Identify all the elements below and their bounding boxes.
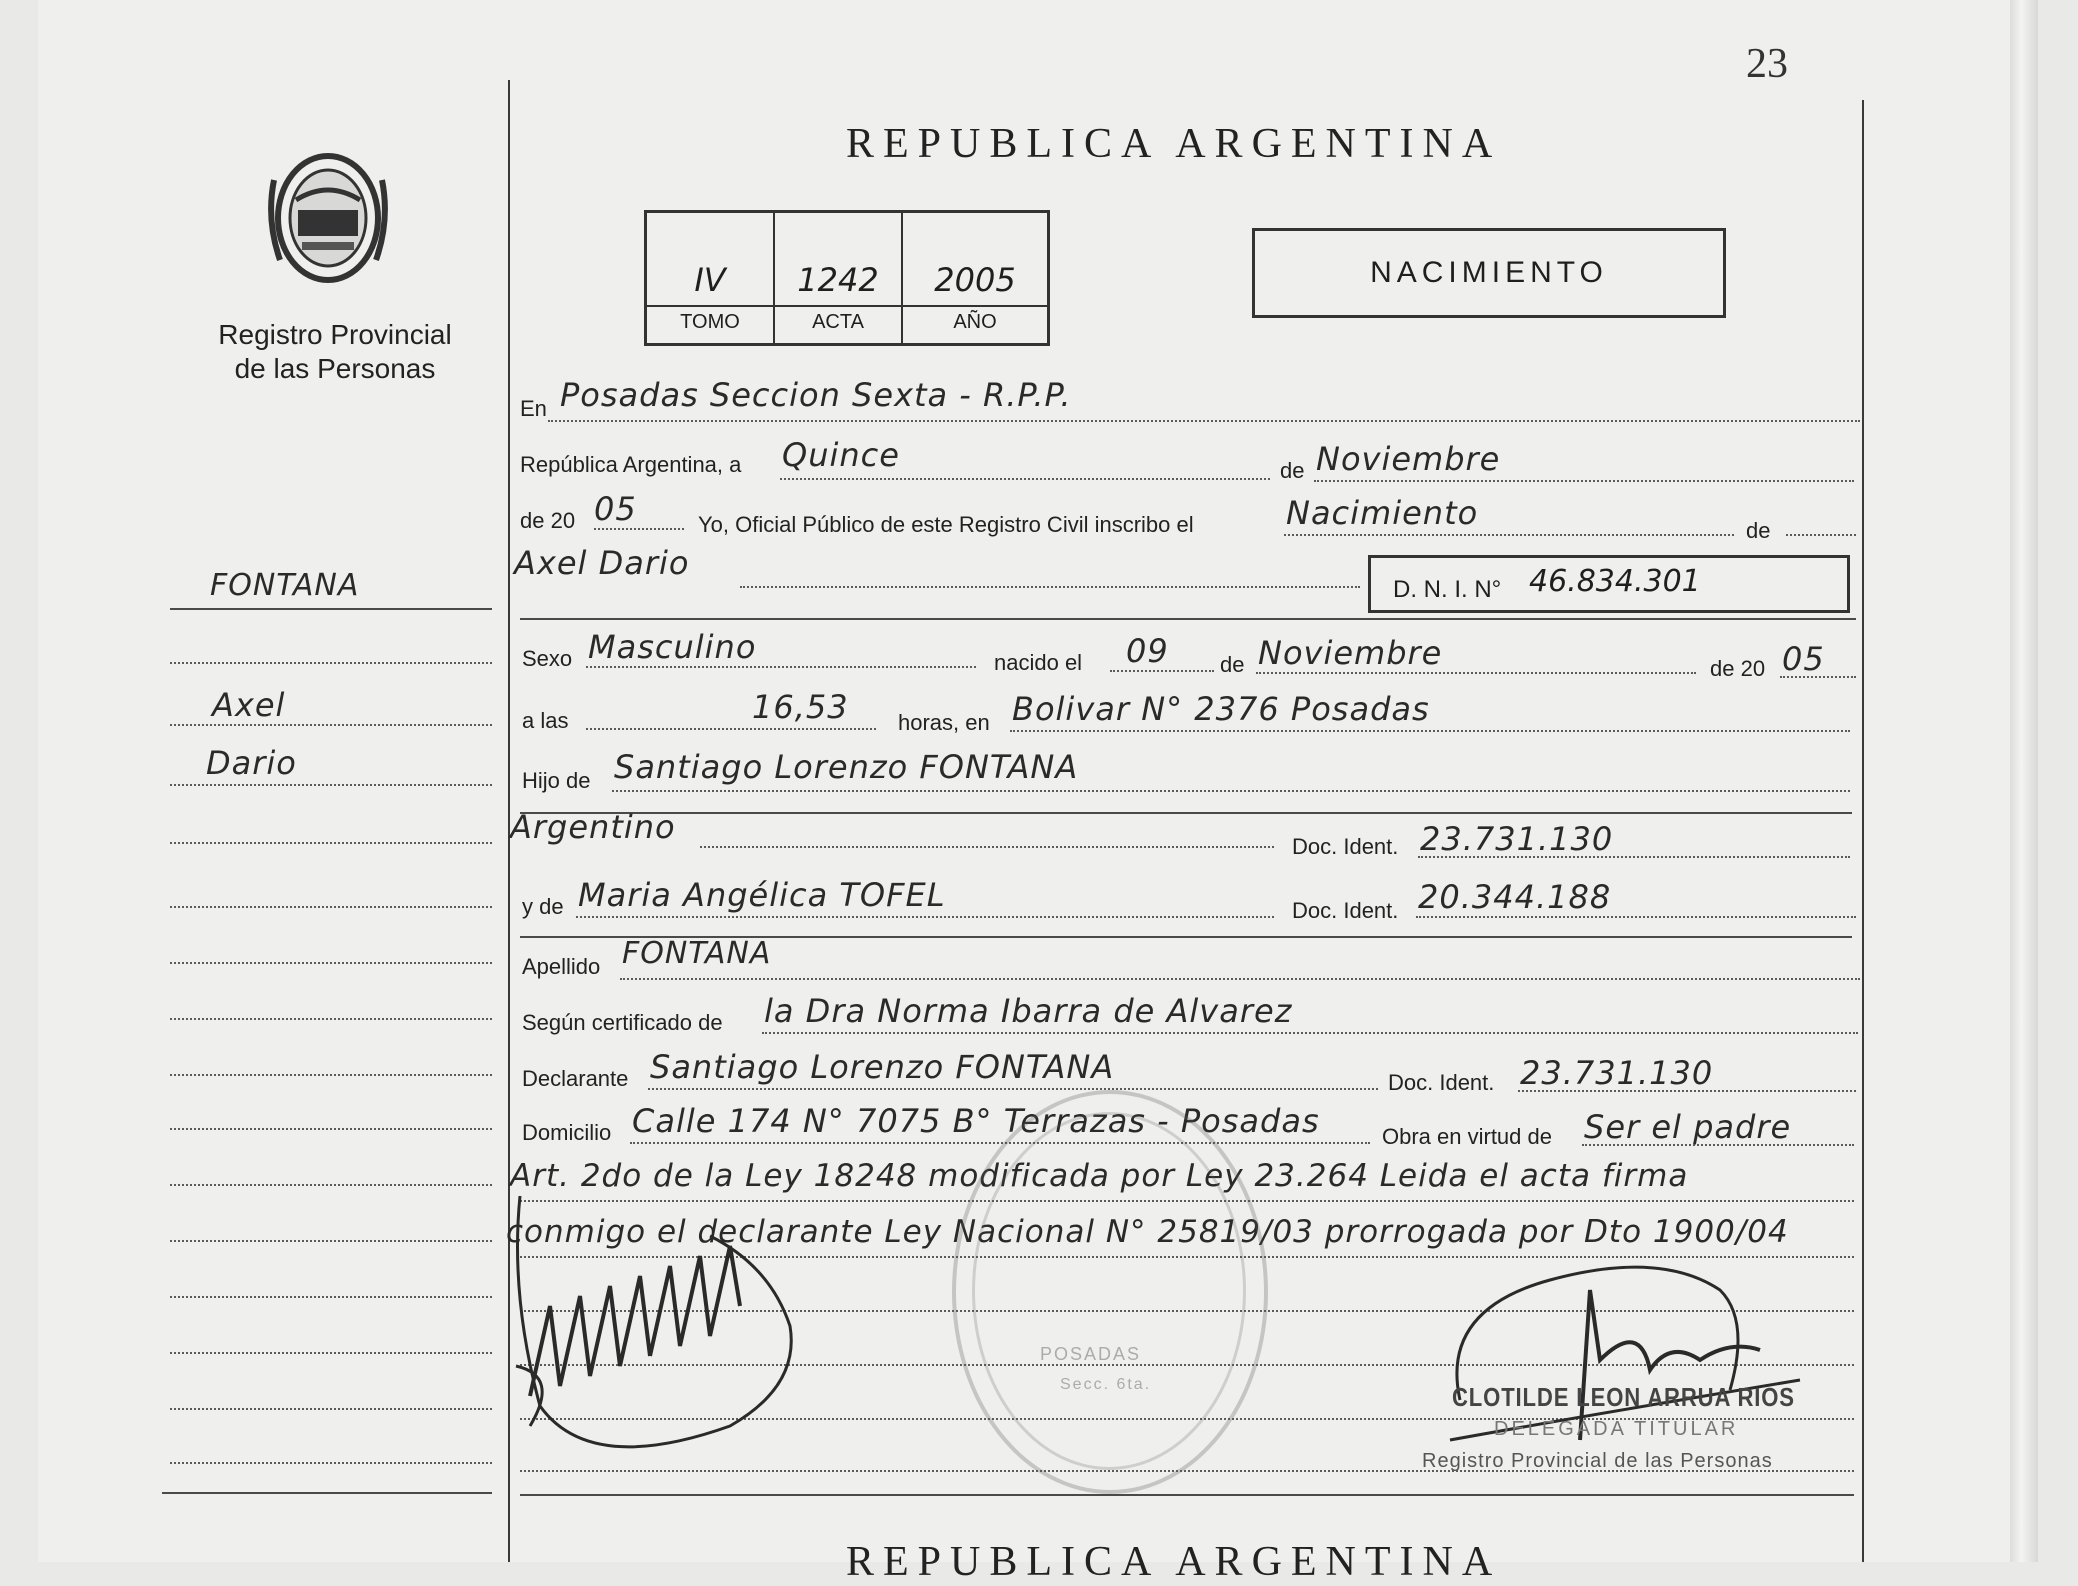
page-edge [2010, 0, 2038, 1562]
dia-value: Quince [782, 436, 900, 474]
margin-line [170, 1074, 492, 1076]
doc-label-padre: Doc. Ident. [1292, 834, 1399, 859]
padre-doc-line [1418, 856, 1850, 858]
tomo-label: TOMO [680, 311, 740, 333]
margin-line [170, 906, 492, 908]
segun-line [762, 1032, 1858, 1034]
margin-line [170, 608, 492, 610]
apellido-line [620, 978, 1860, 980]
bottom-divider [520, 1494, 1854, 1496]
de-label: de [1280, 458, 1305, 483]
en-value: Posadas Seccion Sexta - R.P.P. [560, 376, 1072, 414]
padre-divider [520, 812, 1852, 814]
officer-role: DELEGADA TITULAR [1494, 1418, 1739, 1440]
sexo-label: Sexo [522, 646, 573, 671]
nombre-line [740, 586, 1360, 588]
republica-label: República Argentina, a [520, 452, 742, 477]
nacido-dia-line [1110, 670, 1214, 672]
lugar-value: Bolivar N° 2376 Posadas [1012, 690, 1430, 728]
domicilio-label: Domicilio [522, 1120, 612, 1145]
declarante-value: Santiago Lorenzo FONTANA [650, 1048, 1115, 1086]
padre-value: Santiago Lorenzo FONTANA [614, 748, 1079, 786]
nacido-mes: Noviembre [1258, 634, 1443, 672]
alas-label: a las [522, 708, 569, 733]
registry-line-1: Registro Provincial [218, 319, 452, 350]
margin-line [170, 962, 492, 964]
dia-line [780, 478, 1270, 480]
dni-value: 46.834.301 [1529, 564, 1701, 599]
obra-line [1582, 1144, 1854, 1146]
tomo-value: IV [694, 261, 726, 299]
stamp-city: POSADAS [1040, 1344, 1142, 1364]
apellido-value: FONTANA [622, 936, 772, 971]
margin-line [170, 1184, 492, 1186]
anio-value: 2005 [934, 261, 1016, 299]
margin-line [170, 724, 492, 726]
horas-label: horas, en [898, 710, 990, 735]
nacido-label: nacido el [994, 650, 1083, 675]
nota-linea-1: Art. 2do de la Ley 18248 modificada por Ley 23.264 Leida el acta firma [510, 1158, 1689, 1194]
domicilio-line [630, 1142, 1370, 1144]
dni-label: D. N. I. N° [1393, 576, 1502, 603]
margin-line [170, 1408, 492, 1410]
hora-value: 16,53 [752, 688, 849, 726]
margin-line [170, 1462, 492, 1464]
registry-name [205, 318, 465, 386]
padre-nacionalidad: Argentino [510, 808, 676, 846]
officer-name: CLOTILDE LEON ARRUA RIOS [1452, 1382, 1795, 1412]
declarante-doc-line [1518, 1090, 1856, 1092]
country-title-next: REPUBLICA ARGENTINA [846, 1539, 1502, 1585]
madre-doc: 20.344.188 [1418, 878, 1612, 916]
padre-line [612, 790, 1850, 792]
obra-label: Obra en virtud de [1382, 1124, 1552, 1149]
provincial-seal-logo [262, 140, 394, 290]
nota-linea-2: conmigo el declarante Ley Nacional N° 25819/03 prorrogada por Dto 1900/04 [506, 1214, 1789, 1250]
padre-nac-line [700, 846, 1274, 848]
declarant-signature [500, 1176, 830, 1476]
page-number: 23 [1746, 41, 1788, 87]
stamp-office: Secc. 6ta. [1060, 1376, 1152, 1393]
margin-line [170, 662, 492, 664]
yde-label: y de [522, 894, 564, 919]
declarante-label: Declarante [522, 1066, 629, 1091]
margin-surname: FONTANA [210, 568, 360, 603]
margin-line [162, 1492, 492, 1494]
officer-registry: Registro Provincial de las Personas [1422, 1450, 1773, 1472]
inscribo-value: Nacimiento [1286, 494, 1479, 532]
anio-inscripcion: 05 [594, 490, 637, 528]
nacido-mes-line [1256, 672, 1696, 674]
en-line [548, 420, 1860, 422]
margin-line [170, 842, 492, 844]
segun-value: la Dra Norma Ibarra de Alvarez [764, 992, 1293, 1030]
declarante-line [648, 1088, 1378, 1090]
registry-line-2: de las Personas [234, 353, 436, 384]
margin-line [170, 1352, 492, 1354]
de20-label: de 20 [520, 508, 576, 533]
mes-line [1314, 480, 1854, 482]
right-border [1862, 100, 1864, 1562]
domicilio-value: Calle 174 N° 7075 B° Terrazas - Posadas [632, 1102, 1320, 1140]
margin-line [170, 1128, 492, 1130]
de-label-3: de [1220, 652, 1245, 677]
record-number-box [644, 210, 1050, 346]
madre-doc-line [1416, 916, 1856, 918]
sexo-value: Masculino [588, 628, 757, 666]
nacido-anio: 05 [1782, 640, 1825, 678]
inscribo-label: Yo, Oficial Público de este Registro Civil inscribo el [698, 512, 1194, 537]
sexo-line [586, 666, 976, 668]
nombre-value: Axel Dario [514, 544, 690, 582]
nacido-anio-line [1780, 676, 1856, 678]
anio-line [594, 528, 684, 530]
acta-value: 1242 [797, 261, 879, 299]
padre-doc: 23.731.130 [1420, 820, 1614, 858]
acta-label: ACTA [812, 311, 864, 333]
obra-value: Ser el padre [1584, 1108, 1792, 1146]
margin-line [170, 1240, 492, 1242]
certificate-type: NACIMIENTO [1252, 228, 1726, 318]
margin-first-name: Axel [212, 686, 286, 724]
segun-label: Según certificado de [522, 1010, 723, 1035]
anio-label: AÑO [953, 311, 997, 333]
lugar-line [1010, 730, 1850, 732]
margin-line [170, 1018, 492, 1020]
margin-second-name: Dario [206, 744, 297, 782]
section-divider [520, 618, 1856, 620]
hijo-label: Hijo de [522, 768, 591, 793]
inscribo-line [1284, 534, 1734, 536]
margin-line [170, 784, 492, 786]
madre-value: Maria Angélica TOFEL [578, 876, 946, 914]
margin-line [170, 1296, 492, 1298]
dni-box [1368, 555, 1850, 613]
mes-value: Noviembre [1316, 440, 1501, 478]
declarante-doc: 23.731.130 [1520, 1054, 1714, 1092]
apellido-label: Apellido [522, 954, 601, 979]
de-label-2: de [1746, 518, 1771, 543]
de20-label-2: de 20 [1710, 656, 1766, 681]
doc-label-declarante: Doc. Ident. [1388, 1070, 1495, 1095]
de-line [1786, 534, 1856, 536]
madre-line [576, 916, 1274, 918]
doc-label-madre: Doc. Ident. [1292, 898, 1399, 923]
hora-line [586, 728, 876, 730]
nacido-dia: 09 [1126, 632, 1169, 670]
en-label: En [520, 396, 547, 421]
country-title: REPUBLICA ARGENTINA [846, 121, 1502, 167]
official-round-stamp-inner [972, 1112, 1246, 1470]
